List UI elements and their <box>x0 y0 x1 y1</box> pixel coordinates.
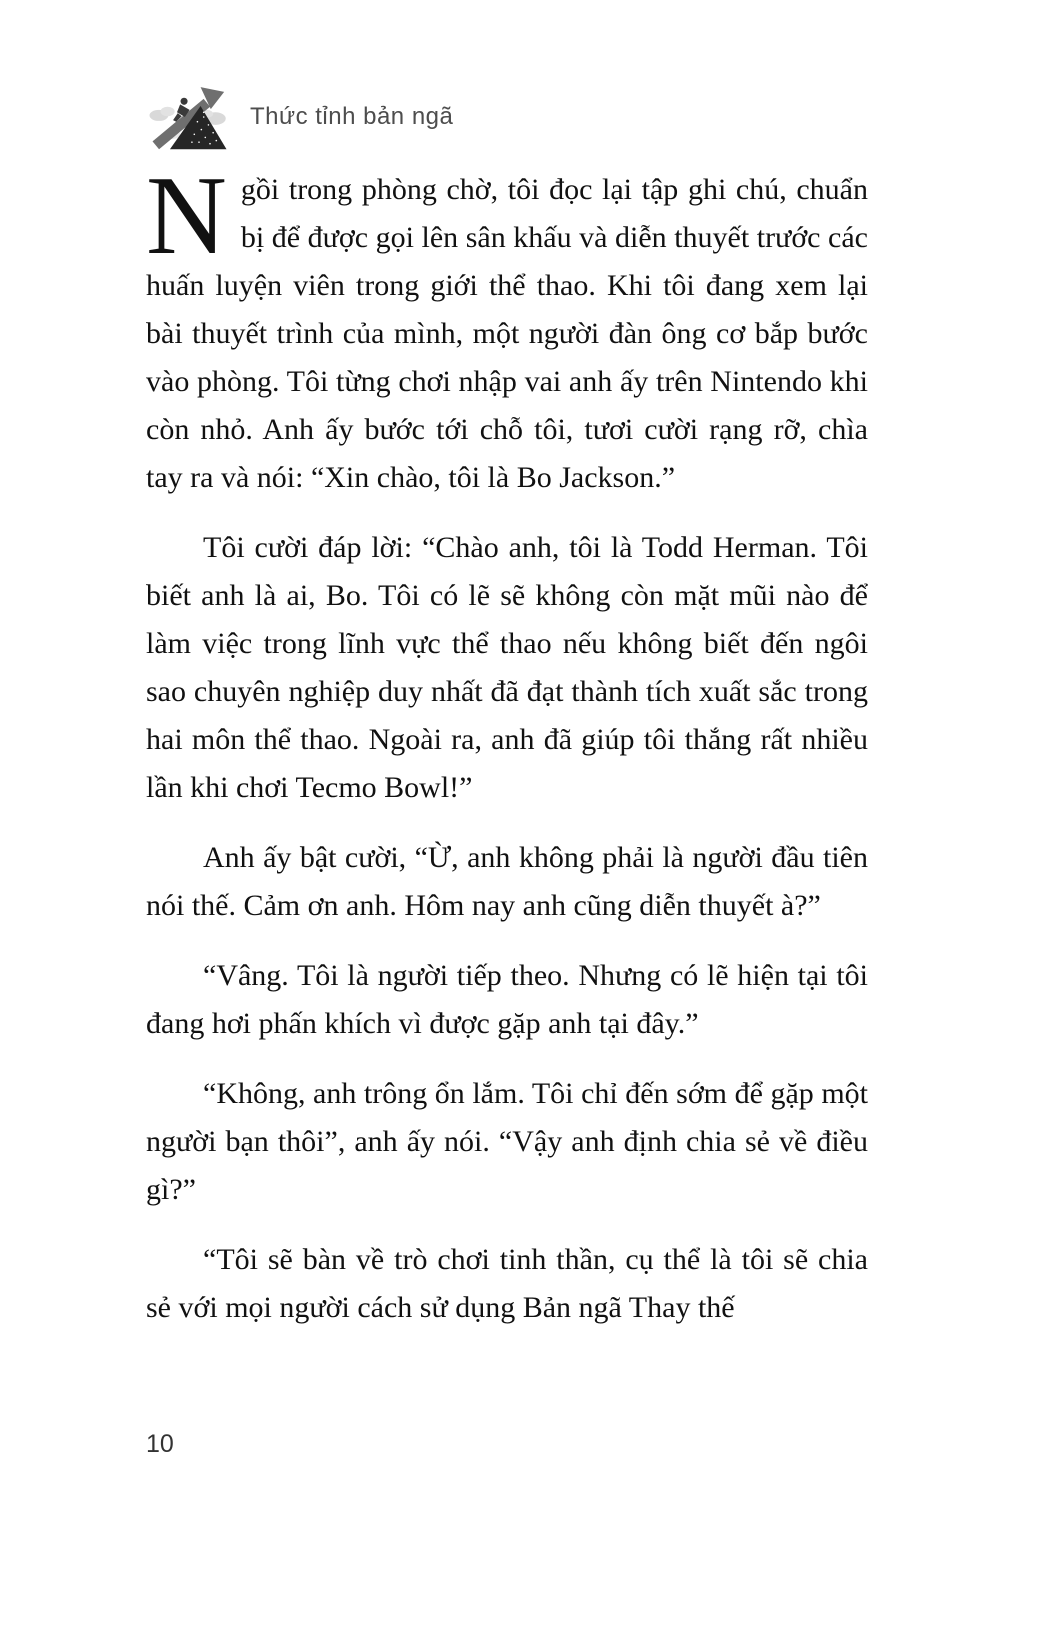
paragraph: “Tôi sẽ bàn về trò chơi tinh thần, cụ thể là tôi sẽ chia sẻ với mọi người cách sử dụng Bản ngã Thay thế <box>146 1243 868 1324</box>
page-number: 10 <box>146 1430 174 1458</box>
paragraph: “Không, anh trông ổn lắm. Tôi chỉ đến sớm để gặp một người bạn thôi”, anh ấy nói. “Vậy anh định chia sẻ về điều gì?” <box>146 1077 868 1206</box>
mountain-climb-arrow-icon <box>148 84 228 150</box>
paragraph <box>146 154 868 502</box>
paragraph: “Vâng. Tôi là người tiếp theo. Nhưng có lẽ hiện tại tôi đang hơi phấn khích vì được gặp anh tại đây.” <box>146 959 868 1040</box>
running-header <box>148 84 453 150</box>
page-body <box>146 154 868 1354</box>
paragraph: Tôi cười đáp lời: “Chào anh, tôi là Todd Herman. Tôi biết anh là ai, Bo. Tôi có lẽ sẽ không còn mặt mũi nào để làm việc trong lĩnh vực thể thao nếu không biết đến ngôi sao chuyên nghiệp duy nhất đã đạt thành tích xuất sắc trong hai môn thể thao. Ngoài ra, anh đã giúp tôi thắng rất nhiều lần khi chơi Tecmo Bowl!” <box>146 531 868 804</box>
drop-cap: N <box>146 154 227 278</box>
paragraph: Anh ấy bật cười, “Ừ, anh không phải là người đầu tiên nói thế. Cảm ơn anh. Hôm nay anh cũng diễn thuyết à?” <box>146 841 868 922</box>
book-title: Thức tỉnh bản ngã <box>250 103 454 130</box>
paragraph-text: gồi trong phòng chờ, tôi đọc lại tập ghi chú, chuẩn bị để được gọi lên sân khấu và diễn thuyết trước các huấn luyện viên trong giới thể thao. Khi tôi đang xem lại bài thuyết trình của mình, một người đàn ông cơ bắp bước vào phòng. Tôi từng chơi nhập vai anh ấy trên Nintendo khi còn nhỏ. Anh ấy bước tới chỗ tôi, tươi cười rạng rỡ, chìa tay ra và nói: “Xin chào, tôi là Bo Jackson.” <box>146 173 868 494</box>
